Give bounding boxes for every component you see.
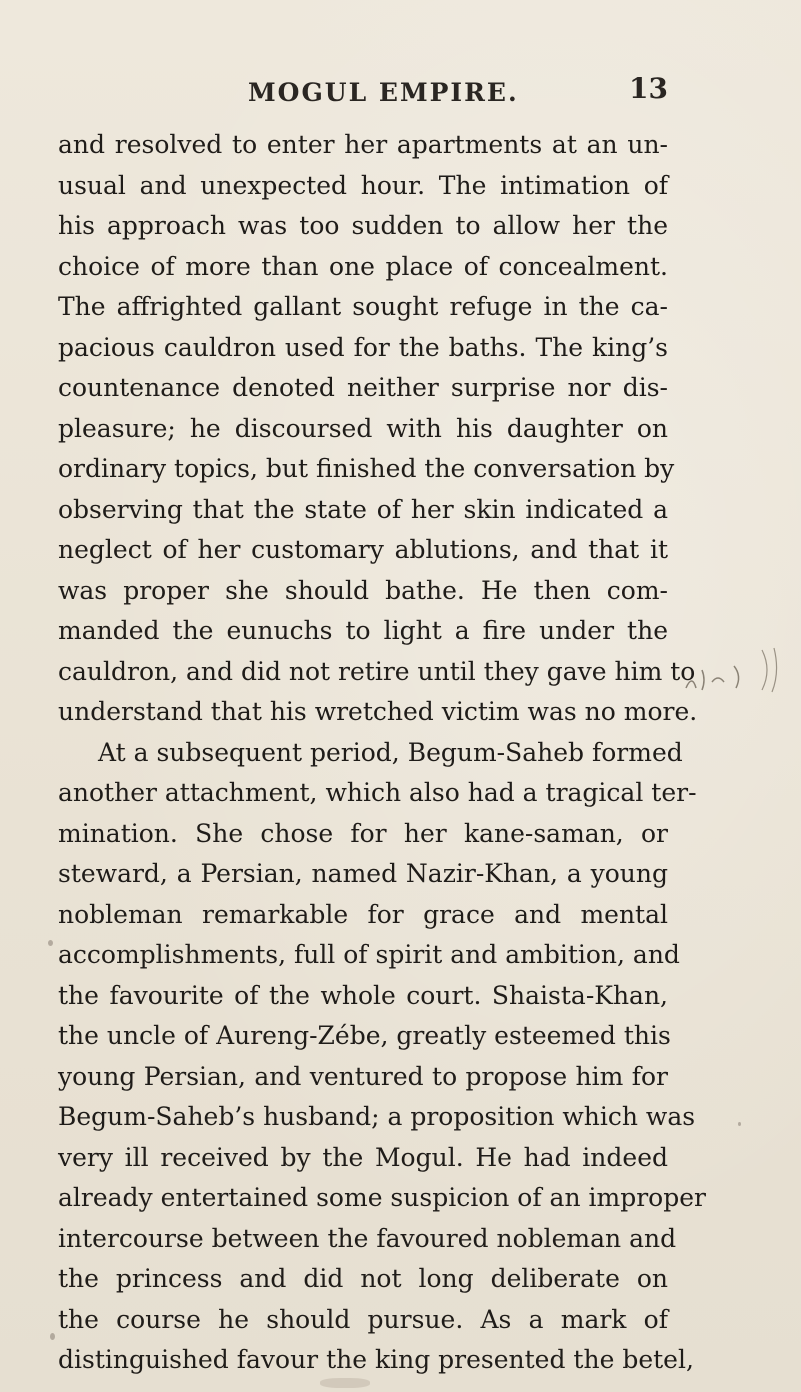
ink-speck — [320, 1378, 370, 1388]
text-line: pleasure; he discoursed with his daughter on — [58, 413, 668, 443]
text-line: usual and unexpected hour. The intimation of — [58, 170, 668, 200]
text-line: accomplishments, full of spirit and ambition, and — [58, 940, 680, 969]
text-line: cauldron, and did not retire until they gave him to — [58, 656, 696, 686]
show-through-mark — [752, 640, 792, 700]
text-line: choice of more than one place of concealment. — [58, 251, 668, 281]
text-line: understand that his wretched victim was no more. — [58, 697, 698, 726]
text-line: already entertained some suspicion of an improper — [58, 1183, 706, 1212]
text-line: steward, a Persian, named Nazir-Khan, a young — [58, 859, 668, 888]
text-line: countenance denoted neither surprise nor dis- — [58, 373, 668, 402]
text-line: neglect of her customary ablutions, and that it — [58, 535, 668, 564]
text-line: the uncle of Aureng-Zébe, greatly esteemed this — [58, 1021, 671, 1050]
show-through-mark — [682, 660, 752, 700]
page-number: 13 — [629, 72, 668, 105]
text-line: pacious cauldron used for the baths. The king’s — [58, 332, 668, 362]
text-line: the course he should pursue. As a mark of — [58, 1304, 668, 1334]
text-line: the princess and did not long deliberate on — [58, 1264, 668, 1293]
running-head — [248, 72, 668, 118]
ink-speck — [738, 1122, 741, 1126]
body-text — [58, 125, 706, 1381]
text-line: was proper she should bathe. He then com- — [58, 575, 668, 605]
ink-speck — [48, 940, 53, 946]
text-line: Begum-Saheb’s husband; a proposition which was — [58, 1102, 696, 1131]
text-line: distinguished favour the king presented the betel, — [58, 1345, 694, 1374]
text-line: and resolved to enter her apartments at an un- — [58, 130, 668, 159]
text-line: young Persian, and ventured to propose him for — [58, 1061, 668, 1091]
running-title: MOGUL EMPIRE. — [248, 78, 519, 107]
text-line: manded the eunuchs to light a fire under the — [58, 616, 668, 645]
text-line: the favourite of the whole court. Shaista-Khan, — [58, 980, 668, 1010]
text-line: nobleman remarkable for grace and mental — [58, 899, 668, 929]
text-line: The affrighted gallant sought refuge in the ca- — [58, 292, 668, 321]
text-line: ordinary topics, but finished the conversation by — [58, 454, 675, 483]
ink-speck — [50, 1333, 55, 1340]
text-line: intercourse between the favoured nobleman and — [58, 1223, 677, 1253]
text-line: At a subsequent period, Begum-Saheb formed — [98, 737, 683, 767]
text-line: observing that the state of her skin indicated a — [58, 494, 668, 524]
text-line: very ill received by the Mogul. He had indeed — [58, 1142, 668, 1172]
text-line: his approach was too sudden to allow her the — [58, 211, 668, 240]
text-line: another attachment, which also had a tragical ter- — [58, 778, 697, 807]
text-line: mination. She chose for her kane-saman, or — [58, 818, 668, 848]
